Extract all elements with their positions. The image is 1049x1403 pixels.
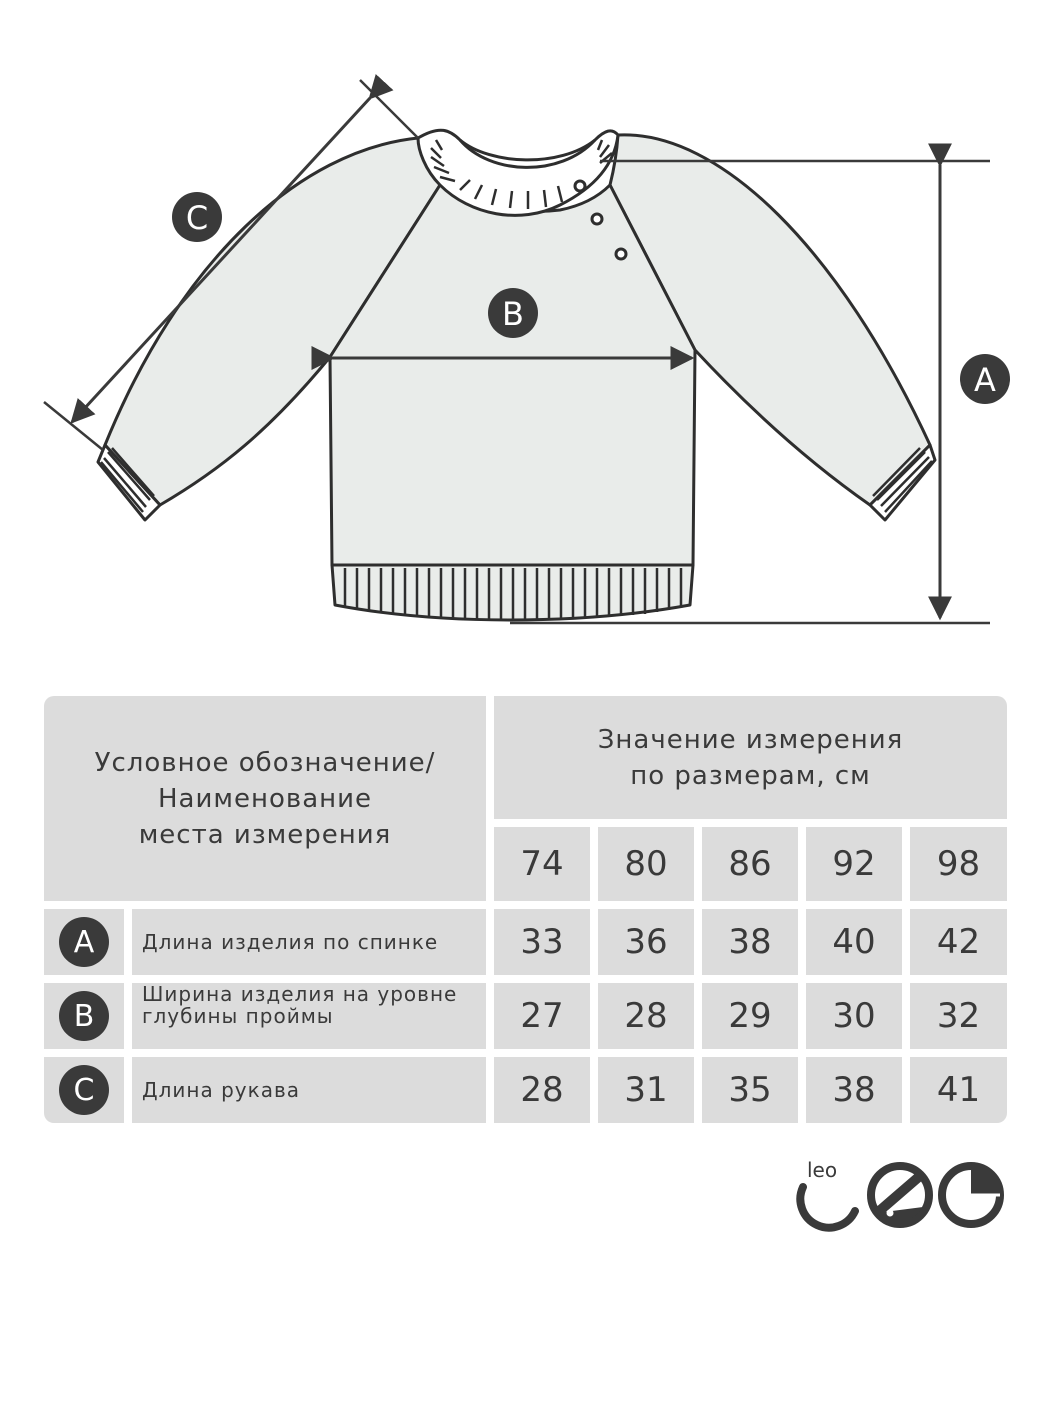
- table-cell: 42: [910, 909, 1007, 975]
- row-c-code: [44, 1057, 124, 1123]
- leo-logo: [795, 1155, 1010, 1235]
- row-b-name: Ширина изделия на уровне глубины проймы: [132, 983, 486, 1049]
- size-header-cell: 80: [598, 827, 694, 901]
- badge-a: A: [59, 917, 109, 967]
- table-cell: 33: [494, 909, 590, 975]
- row-a-code: [44, 909, 124, 975]
- table-cell: 28: [598, 983, 694, 1049]
- table-cell: 31: [598, 1057, 694, 1123]
- table-cell: 36: [598, 909, 694, 975]
- table-cell: 38: [806, 1057, 902, 1123]
- table-cell: 35: [702, 1057, 798, 1123]
- header-measurement-values: Значение измерения по размерам, см: [494, 696, 1007, 819]
- table-cell: 29: [702, 983, 798, 1049]
- table-cell: 40: [806, 909, 902, 975]
- table-cell: 32: [910, 983, 1007, 1049]
- sweater-outline: [98, 130, 935, 620]
- size-header-cell: 74: [494, 827, 590, 901]
- row-a-name: Длина изделия по спинке: [132, 909, 486, 975]
- svg-text:B: B: [502, 295, 524, 333]
- table-cell: 27: [494, 983, 590, 1049]
- size-header-cell: 92: [806, 827, 902, 901]
- header-measurement-name: Условное обозначение/ Наименование места измерения: [44, 696, 486, 901]
- badge-c: C: [59, 1065, 109, 1115]
- badge-b: B: [59, 991, 109, 1041]
- size-header-cell: 98: [910, 827, 1007, 901]
- label-badge-b: [488, 288, 538, 338]
- table-cell: 28: [494, 1057, 590, 1123]
- garment-diagram: [0, 0, 1049, 660]
- row-c-name: Длина рукава: [132, 1057, 486, 1123]
- svg-text:C: C: [185, 199, 209, 237]
- label-badge-c: [172, 192, 222, 242]
- table-cell: 38: [702, 909, 798, 975]
- table-cell: 41: [910, 1057, 1007, 1123]
- row-b-code: [44, 983, 124, 1049]
- size-header-cell: 86: [702, 827, 798, 901]
- table-cell: 30: [806, 983, 902, 1049]
- svg-text:leo: leo: [807, 1158, 838, 1182]
- svg-text:A: A: [974, 361, 996, 399]
- label-badge-a: [960, 354, 1010, 404]
